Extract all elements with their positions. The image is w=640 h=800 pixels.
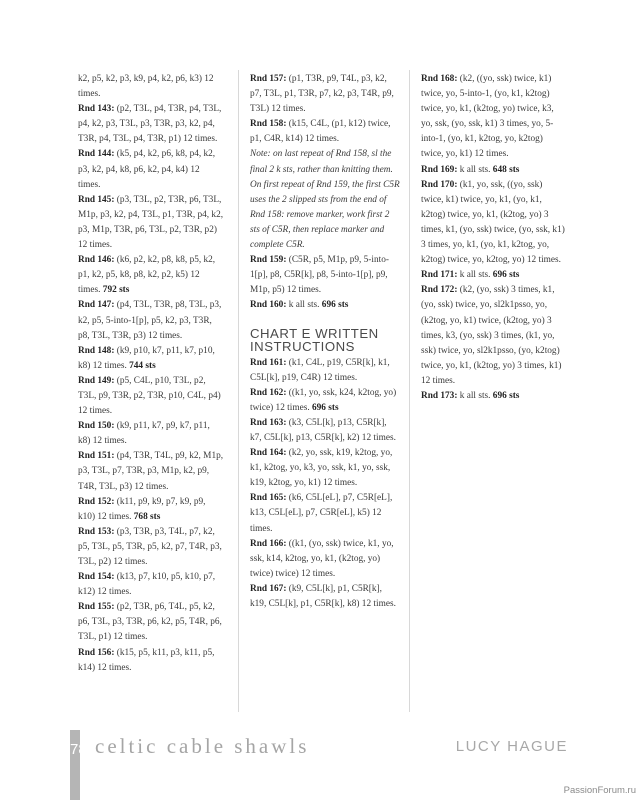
round-text: (k6, C5L[eL], p7, C5R[eL], k13, C5L[eL], p7, C5R[eL], k5) 12 times. — [250, 493, 393, 534]
round-label: Rnd 152: — [78, 496, 115, 507]
round-text: (k9, p11, k7, p9, k7, p11, k8) 12 times. — [78, 421, 210, 447]
round-instruction — [421, 72, 567, 163]
round-text: (k11, p9, k9, p7, k9, p9, k10) 12 times. — [78, 496, 206, 522]
round-text: (k2, (yo, ssk) 3 times, k1, (yo, ssk) twice, yo, sl2k1psso, yo, (k2tog, yo, k1) twice, (k2tog, yo) 3 times, k3, (yo, ssk) 3 times, (k1, yo, ssk) twice, yo, sl2k1psso, (yo, k2tog) twice, yo, k1, (k2tog, yo) 3 times, k1) 12 times. — [421, 285, 562, 386]
round-instruction — [78, 147, 224, 192]
round-label: Rnd 148: — [78, 345, 115, 356]
round-instruction — [78, 193, 224, 253]
round-instruction — [78, 253, 224, 298]
round-instruction — [250, 356, 400, 386]
round-instruction — [78, 72, 224, 102]
round-instruction — [78, 344, 224, 374]
round-instruction — [250, 386, 400, 416]
round-label: Rnd 150: — [78, 421, 115, 432]
round-label: Rnd 167: — [250, 583, 287, 594]
section-heading: CHART E WRITTEN INSTRUCTIONS — [250, 325, 379, 354]
round-label: Rnd 143: — [78, 104, 115, 115]
round-label: Rnd 169: — [421, 164, 458, 175]
round-text: k2, p5, k2, p3, k9, p4, k2, p6, k3) 12 times. — [78, 74, 214, 100]
round-instruction — [78, 600, 224, 645]
round-text: (k15, p5, k11, p3, k11, p5, k14) 12 times. — [78, 647, 215, 673]
round-instruction — [250, 416, 400, 446]
round-label: Rnd 171: — [421, 270, 458, 281]
round-label: Rnd 164: — [250, 448, 287, 459]
round-text: k all sts. — [457, 164, 491, 175]
round-instruction — [421, 268, 567, 283]
round-instruction — [250, 298, 400, 313]
stitch-count: 696 sts — [319, 300, 349, 311]
book-title: celtic cable shawls — [95, 734, 310, 758]
round-text: ((k1, (yo, ssk) twice, k1, yo, ssk, k14, k2tog, yo, k1, (k2tog, yo) twice) twice) 12 times. — [250, 538, 394, 579]
round-label: Rnd 149: — [78, 375, 115, 386]
round-instruction — [250, 582, 400, 612]
round-text: (p3, T3L, p2, T3R, p6, T3L, M1p, p3, k2, p4, T3L, p1, T3R, p4, k2, p3, M1p, T3R, p6, T3L, p2, T3R, p2) 12 times. — [78, 194, 224, 251]
round-text: (k1, C4L, p19, C5R[k], k1, C5L[k], p19, C4R) 12 times. — [250, 357, 390, 383]
round-label: Rnd 151: — [78, 451, 115, 462]
round-instruction — [78, 570, 224, 600]
stitch-count: 792 sts — [100, 285, 130, 296]
stitch-count: 744 sts — [126, 360, 156, 371]
round-text: k all sts. — [457, 270, 491, 281]
round-label: Rnd 163: — [250, 417, 287, 428]
round-instruction — [78, 419, 224, 449]
round-text: (C5R, p5, M1p, p9, 5-into-1[p], p8, C5R[k], p8, 5-into-1[p], p9, M1p, p5) 12 times. — [250, 255, 389, 296]
round-instruction — [250, 446, 400, 491]
round-text: (p1, T3R, p9, T4L, p3, k2, p7, T3L, p1, T3R, p7, k2, p3, T4R, p9, T3L) 12 times. — [250, 74, 394, 115]
round-text: (k2, yo, ssk, k19, k2tog, yo, k1, k2tog, yo, k3, yo, ssk, k1, yo, ssk, k19, k2tog, yo, k1) 12 times. — [250, 448, 393, 489]
round-text: (p2, T3R, p6, T4L, p5, k2, p6, T3L, p3, T3R, p6, k2, p5, T4R, p6, T3L, p1) 12 times. — [78, 602, 222, 643]
round-label: Rnd 165: — [250, 493, 287, 504]
round-label: Rnd 144: — [78, 149, 115, 160]
round-text: (p3, T3R, p3, T4L, p7, k2, p5, T3L, p5, T3R, p5, k2, p7, T4R, p3, T3L, p2) 12 times. — [78, 526, 222, 567]
round-instruction — [78, 525, 224, 570]
round-label: Rnd 161: — [250, 357, 287, 368]
round-instruction — [78, 495, 224, 525]
round-label: Rnd 159: — [250, 255, 287, 266]
stitch-count: 696 sts — [490, 390, 520, 401]
round-text: (k5, p4, k2, p6, k8, p4, k2, p3, k2, p4, k8, p6, k2, p4, k4) 12 times. — [78, 149, 216, 190]
round-label: Rnd 166: — [250, 538, 287, 549]
round-instruction — [250, 117, 400, 147]
round-text: (k1, yo, ssk, ((yo, ssk) twice, k1) twice, yo, k1, (yo, k1, k2tog) twice, yo, k1, (k2tog, yo) 3 times, k1, (yo, ssk) twice, (yo, ssk, k1) 3 times, yo, k1, (yo, k1, k2tog, yo, k2tog) twice, yo, k2tog, yo) 12 times. — [421, 179, 565, 266]
round-instruction — [78, 449, 224, 494]
round-label: Rnd 158: — [250, 119, 287, 130]
text-column-3 — [421, 72, 567, 404]
round-text: k all sts. — [286, 300, 320, 311]
round-instruction — [421, 283, 567, 389]
round-text: (p4, T3R, T4L, p9, k2, M1p, p3, T3L, p7, T3R, p3, M1p, k2, p9, T4R, T3L, p3) 12 times. — [78, 451, 224, 492]
round-label: Rnd 155: — [78, 602, 115, 613]
round-label: Rnd 156: — [78, 647, 115, 658]
column-divider — [409, 70, 410, 712]
column-divider — [238, 70, 239, 712]
round-text: (k6, p2, k2, p8, k8, p5, k2, p1, k2, p5, k8, p8, k2, p2, k5) 12 times. — [78, 255, 216, 296]
round-label: Rnd 173: — [421, 390, 458, 401]
round-instruction — [250, 72, 400, 117]
round-instruction — [250, 253, 400, 298]
round-label: Rnd 168: — [421, 74, 458, 84]
round-instruction — [421, 163, 567, 178]
round-text: (k2, ((yo, ssk) twice, k1) twice, yo, 5-into-1, (yo, k1, k2tog) twice, yo, k1, (k2tog, yo) twice, k3, yo, ssk, (yo, ssk, k1) 3 times, yo, 5-into-1, (yo, k1, k2tog, yo, k2tog) twice, yo, k1) 12 times. — [421, 74, 554, 160]
text-column-2 — [250, 72, 400, 612]
round-label: Rnd 145: — [78, 194, 115, 205]
round-instruction — [78, 102, 224, 147]
round-instruction — [421, 389, 567, 404]
round-text: (k3, C5L[k], p13, C5R[k], k7, C5L[k], p13, C5R[k], k2) 12 times. — [250, 417, 396, 443]
round-instruction — [250, 491, 400, 536]
round-label: Rnd 154: — [78, 572, 115, 583]
round-instruction — [250, 537, 400, 582]
stitch-count: 696 sts — [309, 402, 339, 413]
round-instruction — [78, 374, 224, 419]
round-text: (k15, C4L, (p1, k12) twice, p1, C4R, k14) 12 times. — [250, 119, 391, 145]
round-label: Rnd 146: — [78, 255, 115, 266]
round-instruction — [78, 646, 224, 676]
round-text: (p2, T3L, p4, T3R, p4, T3L, p4, k2, p3, T3L, p3, T3R, p3, k2, p4, T3R, p4, T3L, p4, T3R, p1) 12 times. — [78, 104, 222, 145]
round-text: (k9, p10, k7, p11, k7, p10, k8) 12 times. — [78, 345, 215, 371]
stitch-count: 648 sts — [490, 164, 520, 175]
instruction-note: Note: on last repeat of Rnd 158, sl the final 2 k sts, rather than knitting them. On first repeat of Rnd 159, the first C5R uses the 2 slipped sts from the end of Rnd 158: remove marker, work first 2 sts of C5R, then replace marker and complete C5R. — [250, 149, 400, 251]
round-label: Rnd 153: — [78, 526, 115, 537]
round-text: (p5, C4L, p10, T3L, p2, T3L, p9, T3R, p2, T3R, p10, C4L, p4) 12 times. — [78, 375, 221, 417]
round-instruction — [421, 178, 567, 269]
round-text: (k9, C5L[k], p1, C5R[k], k19, C5L[k], p1, C5R[k], k8) 12 times. — [250, 583, 396, 609]
round-text: (p4, T3L, T3R, p8, T3L, p3, k2, p5, 5-into-1[p], p5, k2, p3, T3R, p8, T3L, T3R, p3) 12 times. — [78, 300, 222, 341]
round-text: ((k1, yo, ssk, k24, k2tog, yo) twice) 12 times. — [250, 387, 397, 413]
round-label: Rnd 157: — [250, 74, 287, 84]
round-text: k all sts. — [457, 390, 491, 401]
round-label: Rnd 170: — [421, 179, 458, 190]
round-instruction — [78, 298, 224, 343]
round-label: Rnd 160: — [250, 300, 287, 311]
stitch-count: 768 sts — [131, 511, 161, 522]
page-number: 78 — [70, 741, 87, 758]
round-label: Rnd 147: — [78, 300, 115, 311]
author-name: LUCY HAGUE — [455, 738, 568, 755]
round-label: Rnd 162: — [250, 387, 287, 398]
text-column-1 — [78, 72, 224, 676]
watermark: PassionForum.ru — [563, 785, 636, 796]
round-label: Rnd 172: — [421, 285, 458, 296]
stitch-count: 696 sts — [490, 270, 520, 281]
round-text: (k13, p7, k10, p5, k10, p7, k12) 12 times. — [78, 572, 216, 598]
